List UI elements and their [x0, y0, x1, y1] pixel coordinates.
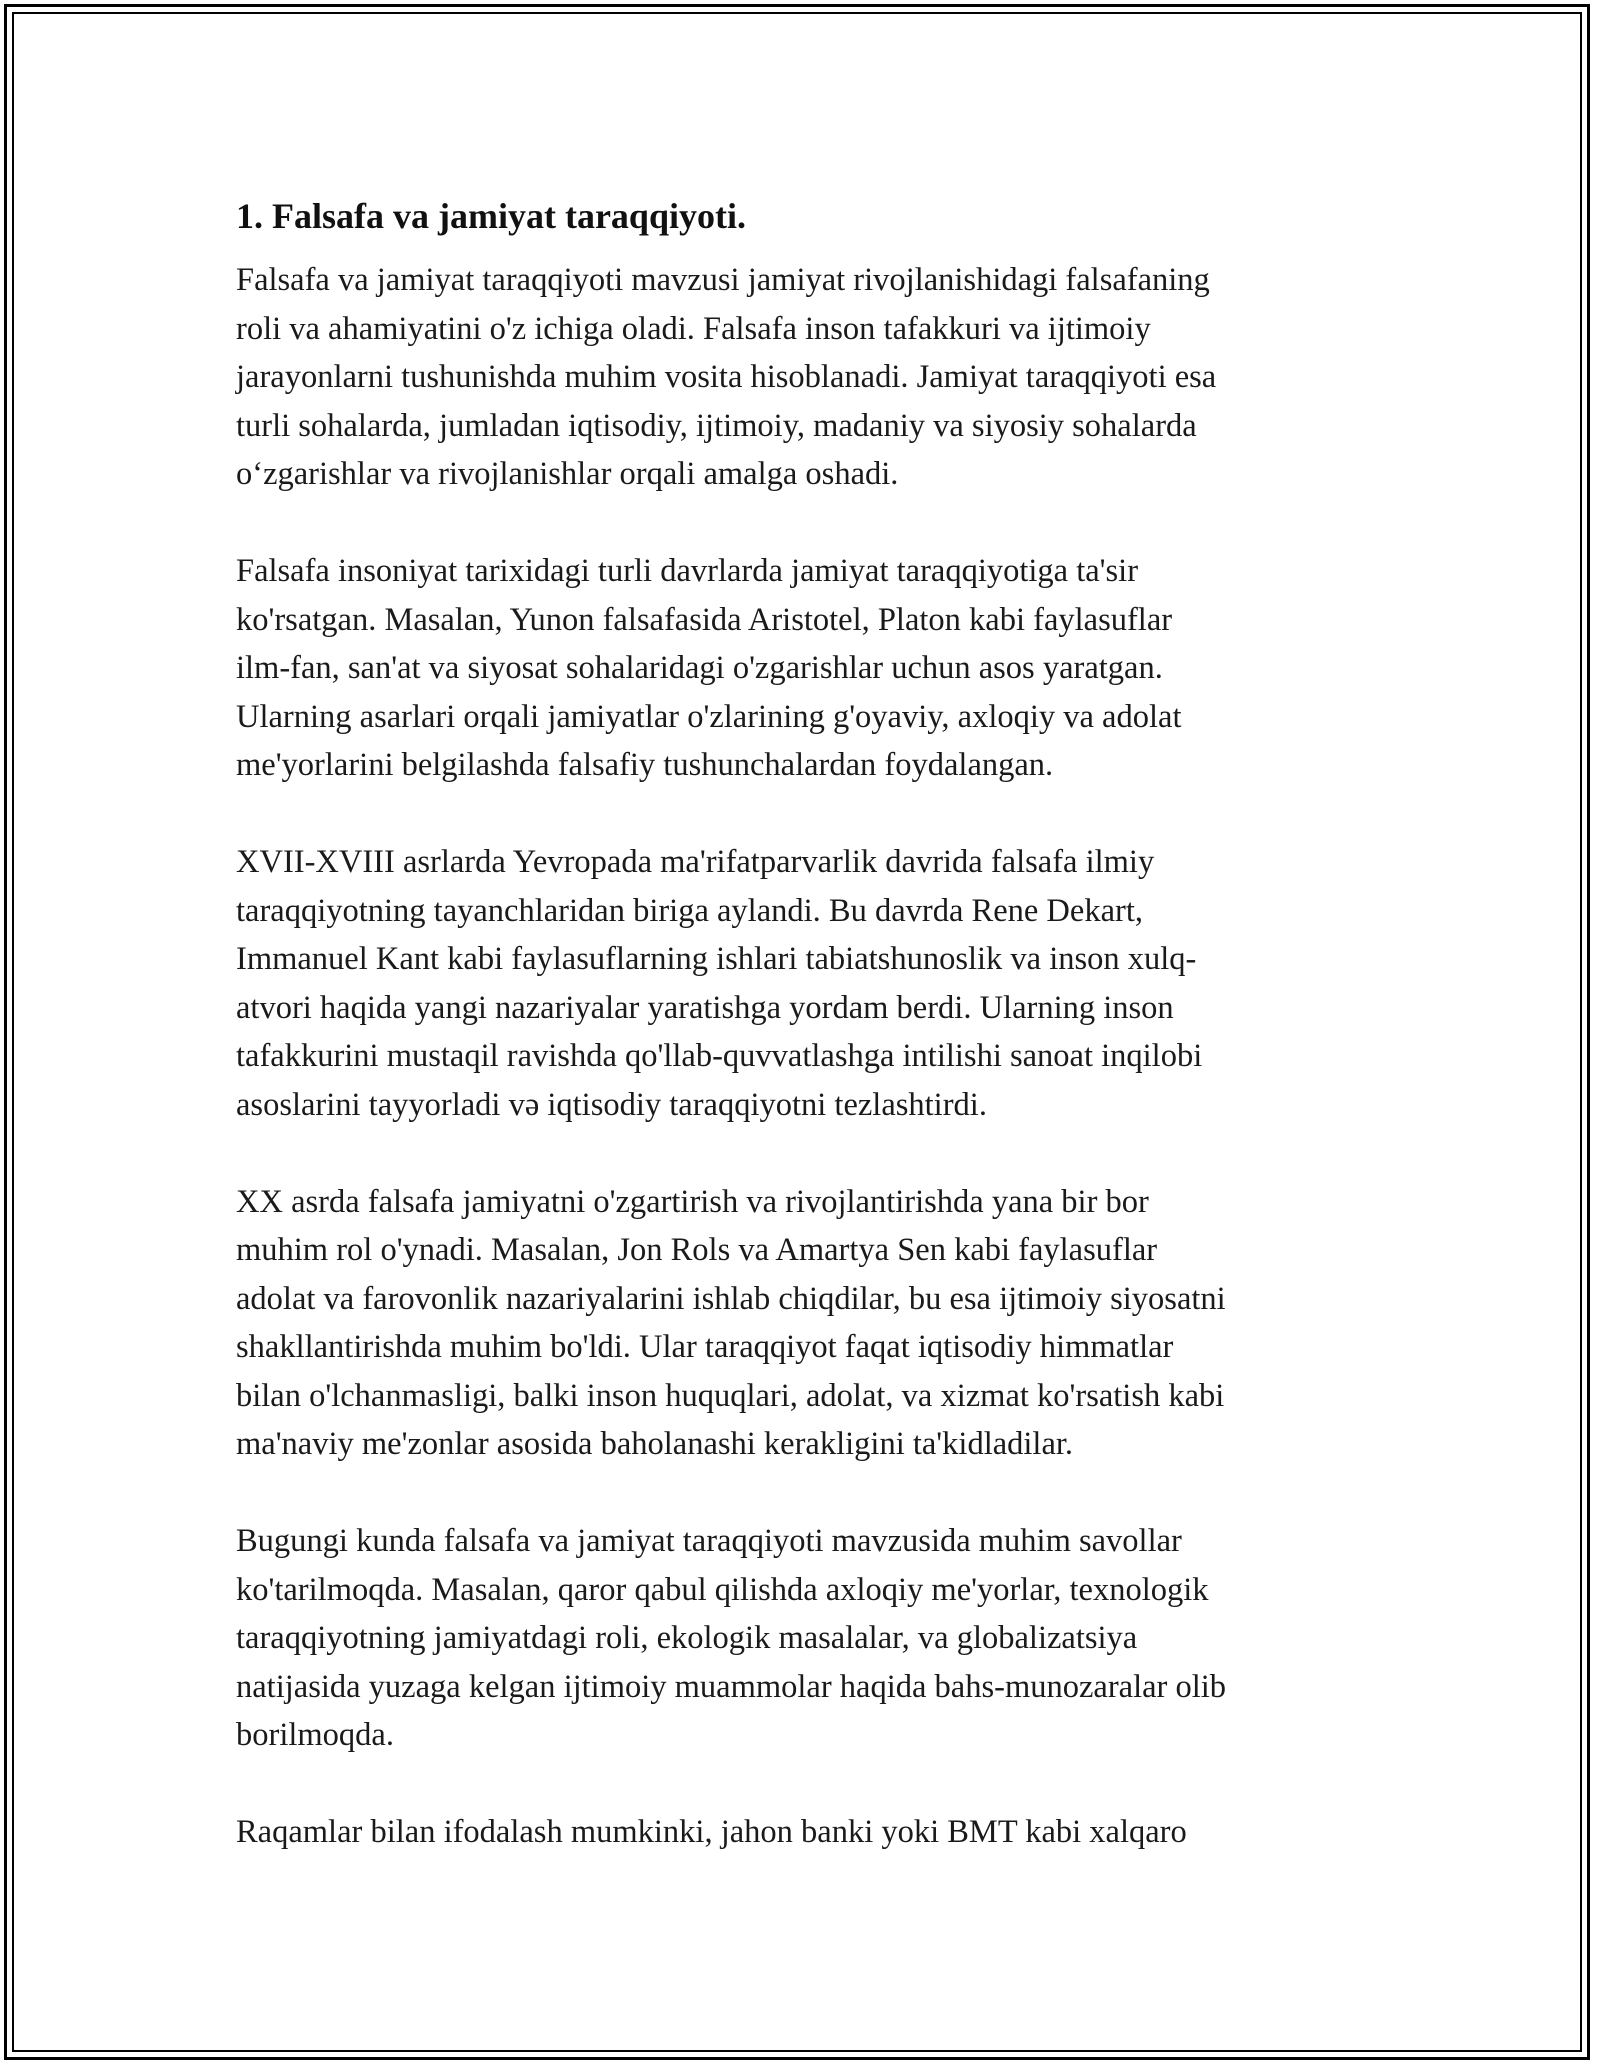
paragraph-4	[236, 1178, 1366, 1469]
paragraph-line: XX asrda falsafa jamiyatni o'zgartirish va rivojlantirishda yana bir bor	[236, 1183, 1149, 1220]
paragraph-line: Falsafa va jamiyat taraqqiyoti mavzusi jamiyat rivojlanishidagi falsafaning	[236, 262, 1210, 298]
paragraph-line: bilan o'lchanmasligi, balki inson huquqlari, adolat, va xizmat ko'rsatish kabi	[236, 1377, 1225, 1414]
paragraph-line: ko'rsatgan. Masalan, Yunon falsafasida Aristotel, Platon kabi faylasuflar	[236, 601, 1173, 638]
paragraph-line: shakllantirishda muhim bo'ldi. Ular taraqqiyot faqat iqtisodiy himmatlar	[236, 1329, 1174, 1365]
paragraph-line: Bugungi kunda falsafa va jamiyat taraqqiyoti mavzusida muhim savollar	[236, 1523, 1182, 1559]
paragraph-3	[236, 838, 1366, 1129]
paragraph-line: taraqqiyotning tayanchlaridan biriga aylandi. Bu davrda Rene Dekart,	[236, 892, 1143, 929]
paragraph-line: Falsafa insoniyat tarixidagi turli davrlarda jamiyat taraqqiyotiga ta'sir	[236, 553, 1139, 589]
paragraph-line: Ularning asarlari orqali jamiyatlar o'zlarining g'oyaviy, axloqiy va adolat	[236, 698, 1182, 735]
paragraph-line: roli va ahamiyatini o'z ichiga oladi. Falsafa inson tafakkuri va ijtimoiy	[236, 310, 1151, 347]
paragraph-line: adolat va farovonlik nazariyalarini ishlab chiqdilar, bu esa ijtimoiy siyosatni	[236, 1280, 1226, 1317]
paragraph-line: muhim rol o'ynadi. Masalan, Jon Rols va Amartya Sen kabi faylasuflar	[236, 1232, 1158, 1268]
paragraph-line: Raqamlar bilan ifodalash mumkinki, jahon banki yoki BMT kabi xalqaro	[236, 1814, 1187, 1850]
paragraph-line: natijasida yuzaga kelgan ijtimoiy muammolar haqida bahs-munozaralar olib	[236, 1668, 1227, 1705]
paragraph-line: o‘zgarishlar va rivojlanishlar orqali amalga oshadi.	[236, 456, 899, 492]
document-title: 1. Falsafa va jamiyat taraqqiyoti.	[236, 196, 746, 236]
paragraph-2	[236, 547, 1366, 790]
paragraph-line: borilmoqda.	[236, 1717, 394, 1753]
paragraph-line: turli sohalarda, jumladan iqtisodiy, ijtimoiy, madaniy va siyosiy sohalarda	[236, 407, 1197, 444]
paragraph-1	[236, 256, 1366, 499]
paragraph-line: asoslarini tayyorladi və iqtisodiy taraqqiyotni tezlashtirdi.	[236, 1086, 987, 1123]
paragraph-line: ko'tarilmoqda. Masalan, qaror qabul qilishda axloqiy me'yorlar, texnologik	[236, 1571, 1209, 1608]
paragraph-line: ilm-fan, san'at va siyosat sohalaridagi o'zgarishlar uchun asos yaratgan.	[236, 650, 1163, 686]
paragraph-line: jarayonlarni tushunishda muhim vosita hisoblanadi. Jamiyat taraqqiyoti esa	[236, 359, 1217, 395]
paragraph-line: tafakkurini mustaqil ravishda qo'llab-quvvatlashga intilishi sanoat inqilobi	[236, 1038, 1203, 1074]
paragraph-5	[236, 1517, 1366, 1760]
paragraph-line: XVII-XVIII asrlarda Yevropada ma'rifatparvarlik davrida falsafa ilmiy	[236, 844, 1155, 880]
paragraph-line: atvori haqida yangi nazariyalar yaratishga yordam berdi. Ularning inson	[236, 989, 1174, 1026]
document-body	[236, 188, 1366, 1905]
paragraph-line: taraqqiyotning jamiyatdagi roli, ekologik masalalar, va globalizatsiya	[236, 1620, 1138, 1656]
paragraph-line: ma'naviy me'zonlar asosida baholanashi kerakligini ta'kidladilar.	[236, 1426, 1074, 1462]
paragraph-line: Immanuel Kant kabi faylasuflarning ishlari tabiatshunoslik va inson xulq-	[236, 941, 1197, 977]
paragraph-line: me'yorlarini belgilashda falsafiy tushunchalardan foydalangan.	[236, 747, 1054, 783]
paragraph-6	[236, 1808, 1366, 1857]
